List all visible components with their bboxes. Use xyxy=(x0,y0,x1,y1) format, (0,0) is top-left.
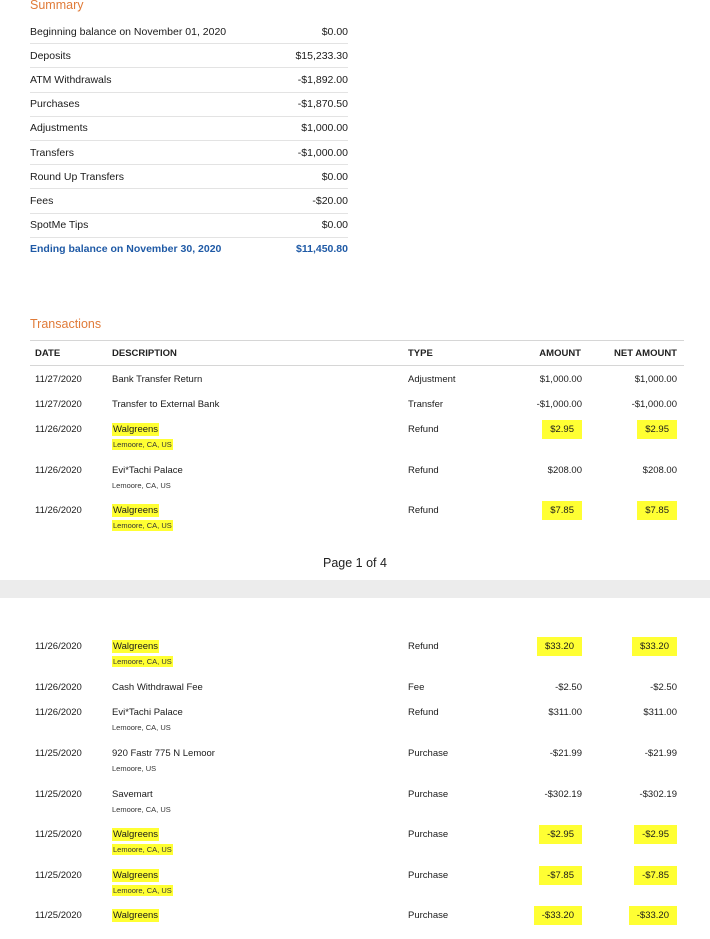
transaction-location: Lemoore, CA, US xyxy=(113,657,172,666)
transaction-net-amount: $33.20 xyxy=(632,641,677,656)
summary-row xyxy=(30,44,348,68)
summary-value: $0.00 xyxy=(321,219,348,232)
transaction-net-amount: -$2.50 xyxy=(650,682,677,693)
summary-value: $0.00 xyxy=(321,170,348,183)
page-number: Page 1 of 4 xyxy=(323,556,387,570)
transaction-description: Savemart Lemoore, CA, US xyxy=(112,789,171,814)
transaction-net-amount: -$1,000.00 xyxy=(631,399,677,410)
transaction-description: Walgreens Lemoore, CA, US xyxy=(113,870,172,895)
transaction-amount: -$33.20 xyxy=(534,910,582,925)
transaction-amount: $1,000.00 xyxy=(539,374,582,385)
transaction-amount: $208.00 xyxy=(547,465,582,476)
summary-label: Fees xyxy=(30,194,54,207)
transaction-net-amount: $7.85 xyxy=(637,505,677,520)
transaction-date: 11/25/2020 xyxy=(35,748,82,759)
transaction-type: Refund xyxy=(408,465,439,476)
summary-row xyxy=(30,20,348,44)
transaction-location: Lemoore, CA, US xyxy=(112,481,171,490)
transaction-description: Walgreens Lemoore, CA, US xyxy=(113,829,172,854)
page-gap xyxy=(0,580,710,598)
transaction-type: Purchase xyxy=(408,748,449,759)
ending-balance-label: Ending balance on November 30, 2020 xyxy=(30,243,222,256)
header-type: TYPE xyxy=(408,348,433,359)
transaction-type: Purchase xyxy=(408,910,449,921)
summary-row xyxy=(30,189,348,213)
summary-value: $1,000.00 xyxy=(301,122,348,135)
transaction-location: Lemoore, CA, US xyxy=(112,805,171,814)
transaction-type: Refund xyxy=(408,505,439,516)
transactions-header xyxy=(30,340,684,366)
transaction-type: Transfer xyxy=(408,399,444,410)
transaction-amount: -$302.19 xyxy=(544,789,582,800)
summary-label: Adjustments xyxy=(30,122,88,135)
transaction-location: Lemoore, CA, US xyxy=(113,845,172,854)
transaction-date: 11/26/2020 xyxy=(35,505,82,516)
transaction-date: 11/25/2020 xyxy=(35,870,82,881)
transactions-title: Transactions xyxy=(30,317,102,331)
transaction-date: 11/26/2020 xyxy=(35,424,82,435)
transaction-net-amount: -$2.95 xyxy=(634,829,677,844)
transaction-amount: -$2.50 xyxy=(555,682,582,693)
summary-value: -$1,000.00 xyxy=(297,146,348,159)
transaction-type: Refund xyxy=(408,641,439,652)
summary-label: ATM Withdrawals xyxy=(30,73,112,86)
transaction-type: Purchase xyxy=(408,870,449,881)
transaction-net-amount: $208.00 xyxy=(642,465,677,476)
transaction-description: Bank Transfer Return xyxy=(112,374,203,385)
summary-table xyxy=(30,20,348,261)
transaction-description: 920 Fastr 775 N Lemoor Lemoore, US xyxy=(112,748,215,773)
transaction-date: 11/25/2020 xyxy=(35,789,82,800)
summary-row xyxy=(30,165,348,189)
ending-balance-row xyxy=(30,238,348,261)
summary-label: Beginning balance on November 01, 2020 xyxy=(30,25,227,38)
transaction-type: Adjustment xyxy=(408,374,456,385)
statement-page-2 xyxy=(0,598,710,939)
header-amount: AMOUNT xyxy=(539,348,581,359)
summary-title: Summary xyxy=(30,0,84,12)
transaction-description: Cash Withdrawal Fee xyxy=(112,682,203,693)
transaction-date: 11/26/2020 xyxy=(35,465,82,476)
transaction-net-amount: -$302.19 xyxy=(639,789,677,800)
summary-row xyxy=(30,214,348,238)
transaction-location: Lemoore, CA, US xyxy=(113,521,172,530)
transaction-type: Refund xyxy=(408,707,439,718)
transaction-amount: -$2.95 xyxy=(539,829,582,844)
transaction-date: 11/26/2020 xyxy=(35,707,82,718)
transaction-amount: -$1,000.00 xyxy=(536,399,582,410)
transaction-description: Evi*Tachi Palace Lemoore, CA, US xyxy=(112,465,183,490)
transaction-type: Purchase xyxy=(408,829,449,840)
summary-value: $0.00 xyxy=(321,25,348,38)
transaction-net-amount: -$21.99 xyxy=(644,748,677,759)
transaction-amount: $7.85 xyxy=(542,505,582,520)
transaction-net-amount: -$33.20 xyxy=(629,910,677,925)
summary-row xyxy=(30,93,348,117)
transaction-location: Lemoore, US xyxy=(112,764,157,773)
transaction-description: Walgreens Lemoore, CA, US xyxy=(113,424,172,449)
summary-row xyxy=(30,117,348,141)
header-description: DESCRIPTION xyxy=(112,348,177,359)
transaction-date: 11/26/2020 xyxy=(35,641,82,652)
header-date: DATE xyxy=(35,348,61,359)
transaction-amount: $33.20 xyxy=(537,641,582,656)
transaction-amount: -$21.99 xyxy=(549,748,582,759)
transaction-description: Evi*Tachi Palace Lemoore, CA, US xyxy=(112,707,183,732)
transaction-amount: $2.95 xyxy=(542,424,582,439)
summary-label: Transfers xyxy=(30,146,74,159)
summary-label: Purchases xyxy=(30,98,80,111)
transaction-date: 11/25/2020 xyxy=(35,829,82,840)
transaction-type: Purchase xyxy=(408,789,449,800)
summary-label: SpotMe Tips xyxy=(30,219,89,232)
summary-value: -$20.00 xyxy=(312,194,348,207)
transaction-date: 11/27/2020 xyxy=(35,399,82,410)
transaction-net-amount: $311.00 xyxy=(643,707,677,718)
transaction-net-amount: $1,000.00 xyxy=(634,374,677,385)
transaction-description: Transfer to External Bank xyxy=(112,399,220,410)
transaction-type: Refund xyxy=(408,424,439,435)
summary-row xyxy=(30,141,348,165)
ending-balance-value: $11,450.80 xyxy=(296,243,348,256)
transaction-date: 11/25/2020 xyxy=(35,910,82,921)
transaction-description: Walgreens xyxy=(113,910,159,921)
transaction-description: Walgreens Lemoore, CA, US xyxy=(113,505,172,530)
summary-value: -$1,870.50 xyxy=(297,98,348,111)
transaction-description: Walgreens Lemoore, CA, US xyxy=(113,641,172,666)
transaction-net-amount: $2.95 xyxy=(637,424,677,439)
transaction-location: Lemoore, CA, US xyxy=(113,886,172,895)
summary-label: Round Up Transfers xyxy=(30,170,124,183)
summary-value: -$1,892.00 xyxy=(297,73,348,86)
header-net-amount: NET AMOUNT xyxy=(614,348,677,359)
summary-value: $15,233.30 xyxy=(295,49,348,62)
transaction-net-amount: -$7.85 xyxy=(634,870,677,885)
transaction-amount: $311.00 xyxy=(548,707,582,718)
transaction-date: 11/26/2020 xyxy=(35,682,82,693)
transaction-amount: -$7.85 xyxy=(539,870,582,885)
transaction-date: 11/27/2020 xyxy=(35,374,82,385)
summary-label: Deposits xyxy=(30,49,71,62)
summary-row xyxy=(30,68,348,92)
transaction-type: Fee xyxy=(408,682,425,693)
transaction-location: Lemoore, CA, US xyxy=(113,440,172,449)
transaction-location: Lemoore, CA, US xyxy=(112,723,171,732)
